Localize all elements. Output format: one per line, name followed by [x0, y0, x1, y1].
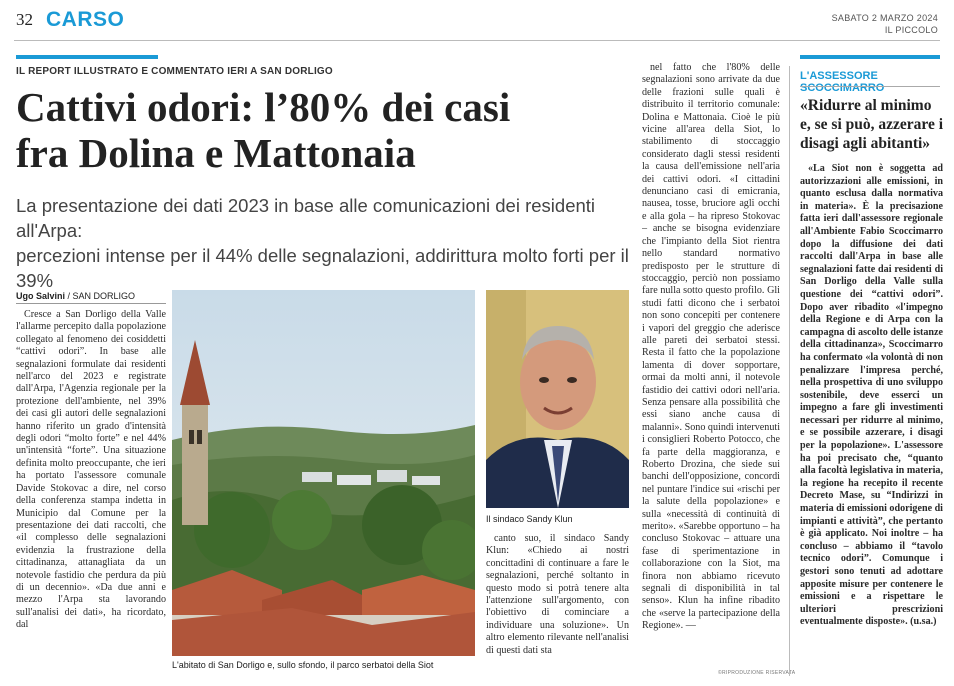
sidebar-accent-rule [800, 55, 940, 59]
byline-author: Ugo Salvini [16, 291, 66, 301]
article-kicker: IL REPORT ILLUSTRATO E COMMENTATO IERI A SAN DORLIGO [16, 66, 333, 77]
sidebar-body [800, 163, 943, 678]
article-column-1 [16, 309, 166, 679]
copyright-credit: ©RIPRODUZIONE RISERVATA [718, 670, 796, 676]
issue-date: SABATO 2 MARZO 2024 [831, 13, 938, 23]
byline-place: / SAN DORLIGO [67, 291, 136, 301]
sidebar-kicker: L'ASSESSORE SCOCCIMARRO [800, 70, 885, 94]
article-column-2 [486, 533, 629, 673]
article-column-3 [642, 62, 780, 666]
mayor-photo [486, 290, 629, 508]
newspaper-name: IL PICCOLO [884, 25, 938, 35]
headline [16, 84, 626, 176]
sidebar-title: «Ridurre al minimo e, se si può, azzerare i disagi agli abitanti» [800, 97, 944, 152]
header-divider [14, 40, 940, 41]
sidebar-body-text: «La Siot non è soggetta ad autorizzazioni alle emissioni, in quanto esclusa dalla normativa in materia». È la precisazione fatta ieri dall'assessore regionale all'Ambiente Fabio Scoccimarro dopo la diffusione dei dati raccolti dall'Arpa in base alle segnalazioni fatte dai residenti di San Dorligo della Valle sulla questione dei “cattivi odori”. Dopo aver ribadito «l'impegno della Regione e di Arpa con la campagna di ascolto delle istanze della cittadinanza», Scoccimarro ha confermato «la volontà di non penalizzare l'impresa perché, nella prospettiva di uno sviluppo sostenibile, deve esserci un impegno a fare gli investimenti necessari per ridurre al minimo, e se possibile azzerare, i disagi per la popolazione». L'assessore ha poi precisato che, “quanto alla facoltà legislativa in materia, la regione ha recepito il recente Decreto Mase, su “Indirizzi in materia di emissioni odorigene di impianti e attività”, che pertanto è già applicato. Noi inoltre – ha concluso – abbiamo il “tavolo tecnico odori”. Comunque i gestori sono tenuti ad adottare apposite misure per contenere le emissioni e a rispettare le ulteriori prescrizioni eventualmente disposte». (u.sa.) [800, 163, 943, 628]
headline-line-1: Cattivi odori: l’80% dei casi [16, 84, 511, 130]
article-column-2-text: canto suo, il sindaco Sandy Klun: «Chiedo ai nostri concittadini di continuare a fare le segnalazioni, perché soltanto in questo modo si potrà tenere alta l'attenzione sull'argomento, con l'obiettivo di cominciare a individuare una soluzione». Un altro elemento rilevante nell'analisi di questi dati sta [486, 533, 629, 656]
article-column-3-text: nel fatto che l'80% delle segnalazioni sono arrivate da due delle frazioni sulle quali è distribuito il territorio comunale: Dolina e Mattonaia. Cioè le più vicine all'area della Siot, lo stabilimento di stoccaggio considerato dagli stessi residenti la causa dell'emissione nell'aria dei cattivi odori. «I cittadini denunciano casi di emicrania, nausea, tosse, bruciore agli occhi e alla gola – ha ripreso Stokovac – anche se bisogna evidenziare che l'impianto della Siot rientra nello standard normativo predisposto per le strutture di stoccaggio, perciò non possiamo fare nulla sotto questo profilo. Gli studi fatti dicono che i serbatoi non sono concepiti per contenere i vapori del greggio che aderisce alle pareti dei serbatoi stessi. Resta il fatto che la popolazione lamenta di dover sopportare, ormai da molti anni, il notevole fastidio dei cattivi odori nell'aria. Senza pensare alla possibilità che essi siano anche causa di malanni». Sono quindi intervenuti i consiglieri Roberto Potocco, che fa parte della maggioranza, e Roberto Drozina, che siede sui banchi dell'opposizione, concordi nel puntare l'indice sui «rischi per la salute della popolazione» e sulla «necessità di continuità di merito». «Sarebbe opportuno – ha concluso Stokovac – attuare una fase di sperimentazione in collaborazione con la Siot, ma finora non abbiamo ricevuto segnali di disponibilità in tal senso». Klun ha infine ribadito che «serve la partecipazione della Regione». — [642, 62, 780, 632]
mayor-photo-image [486, 290, 629, 508]
subheadline-line-1: La presentazione dei dati 2023 in base alle comunicazioni dei residenti all'Arpa: [16, 195, 596, 241]
section-title: CARSO [46, 8, 125, 31]
village-photo-image [172, 290, 475, 656]
page-number: 32 [16, 10, 33, 29]
sidebar-kicker-rule [800, 86, 940, 87]
article-accent-rule [16, 55, 158, 59]
article-column-1-text: Cresce a San Dorligo della Valle l'allarme percepito dalla popolazione collegato al fenomeno dei cosiddetti “cattivi odori”. In base alle segnalazioni formulate dai residenti nell'arco del 2023 e registrate dall'Arpa, l'Agenzia regionale per la protezione dell'ambiente, nel 39% dei casi gli autori delle segnalazioni hanno riferito un grado d'intensità degli odori “molto forte” e nel 44% un'intensità “forte”. Una situazione definita molto preoccupante, che ieri ha portato l'assessore comunale Davide Stokovac a dire, nel corso della conferenza stampa indetta in Municipio dal Comune per la presentazione dei dati raccolti, che «il complesso delle segnalazioni evidenzia la frustrazione della cittadinanza, attanagliata da un notevole fastidio che perdura da più di un decennio». «Da due anni e mezzo l'Arpa sta lavorando sull'analisi dei dati», ha ricordato, dal [16, 309, 166, 631]
village-photo [172, 290, 475, 656]
village-photo-caption: L'abitato di San Dorligo e, sullo sfondo, il parco serbatoi della Siot [172, 660, 434, 670]
subheadline-line-2: percezioni intense per il 44% delle segnalazioni, addirittura molto forti per il 39% [16, 245, 629, 291]
sidebar-divider [789, 66, 790, 676]
byline [16, 291, 135, 301]
subheadline [16, 193, 636, 293]
headline-line-2: fra Dolina e Mattonaia [16, 130, 416, 176]
mayor-photo-caption: Il sindaco Sandy Klun [486, 514, 573, 524]
byline-divider [16, 303, 166, 304]
